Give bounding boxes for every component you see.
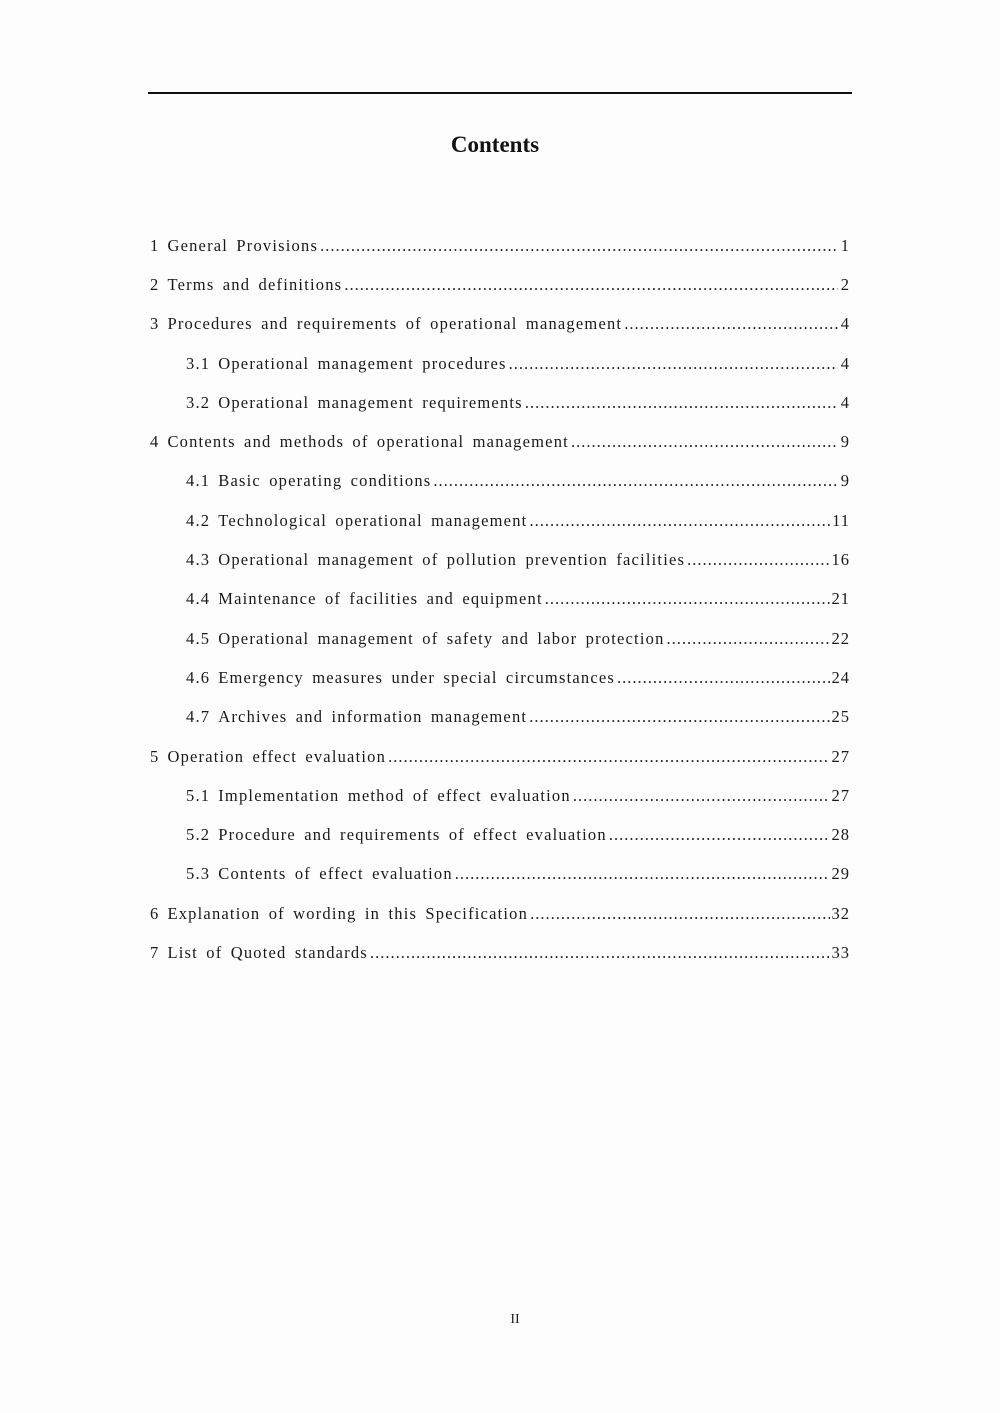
toc-entry-label: Operational management requirements [218, 392, 523, 412]
toc-entry-label: Procedure and requirements of effect evaluation [218, 825, 607, 845]
toc-dot-leader [320, 236, 838, 256]
toc-entry-page: 21 [831, 589, 850, 609]
toc-entry-number: 4.7 [186, 707, 211, 727]
toc-entry-label: General Provisions [167, 235, 319, 255]
toc-entry[interactable] [150, 776, 850, 815]
toc-dot-leader [388, 747, 829, 767]
toc-entry-label: Archives and information management [218, 707, 528, 727]
toc-entry[interactable] [150, 265, 850, 304]
toc-entry[interactable] [150, 855, 850, 894]
toc-entry-number: 3 [150, 314, 160, 334]
toc-entry[interactable] [150, 658, 850, 697]
toc-entry-label: Basic operating conditions [218, 471, 432, 491]
toc-entry[interactable] [150, 501, 850, 540]
toc-entry[interactable] [150, 422, 850, 461]
toc-dot-leader [455, 864, 830, 884]
toc-dot-leader [344, 275, 838, 295]
toc-dot-leader [545, 589, 830, 609]
header-rule [148, 92, 852, 94]
toc-entry-page: 25 [831, 707, 850, 727]
toc-dot-leader [529, 707, 829, 727]
toc-dot-leader [667, 629, 830, 649]
toc-entry-page: 4 [840, 392, 850, 412]
toc-dot-leader [571, 432, 838, 452]
toc-entry-number: 4.2 [186, 510, 211, 530]
toc-entry-page: 24 [831, 667, 850, 687]
toc-entry-label: Terms and definitions [167, 274, 343, 294]
toc-entry[interactable] [150, 462, 850, 501]
footer-page-number: II [510, 1312, 520, 1327]
toc-entry-page: 22 [831, 628, 850, 648]
toc-dot-leader [573, 786, 830, 806]
toc-entry-label: Contents and methods of operational management [167, 432, 569, 452]
toc-entry[interactable] [150, 698, 850, 737]
toc-entry-number: 4.4 [186, 589, 211, 609]
toc-entry-number: 3.2 [186, 392, 211, 412]
toc-entry-page: 27 [831, 746, 850, 766]
toc-entry-number: 4 [150, 432, 160, 452]
toc-entry-page: 29 [831, 864, 850, 884]
toc-entry-page: 1 [840, 235, 850, 255]
toc-dot-leader [687, 550, 829, 570]
toc-entry-label: Procedures and requirements of operational management [167, 314, 623, 334]
toc-entry-number: 2 [150, 274, 160, 294]
toc-entry-page: 11 [832, 510, 850, 530]
toc-entry-page: 33 [831, 942, 850, 962]
toc-entry-page: 28 [831, 825, 850, 845]
toc-entry-label: Maintenance of facilities and equipment [218, 589, 543, 609]
toc-dot-leader [530, 904, 829, 924]
toc-entry-number: 5.3 [186, 864, 211, 884]
toc-entry-page: 2 [840, 274, 850, 294]
toc-entry-label: Operational management of pollution prevention facilities [218, 550, 686, 570]
toc-entry-page: 4 [840, 314, 850, 334]
toc-entry[interactable] [150, 619, 850, 658]
toc-dot-leader [529, 511, 830, 531]
toc-entry-label: Technological operational management [218, 510, 528, 530]
toc-entry-page: 16 [831, 550, 850, 570]
toc-entry[interactable] [150, 815, 850, 854]
toc-entry-page: 4 [840, 353, 850, 373]
toc-entry-number: 4.6 [186, 667, 211, 687]
toc-entry-page: 32 [831, 903, 850, 923]
toc-dot-leader [609, 825, 830, 845]
table-of-contents [150, 226, 850, 973]
toc-entry-number: 5.1 [186, 785, 211, 805]
toc-entry-label: Operational management procedures [218, 353, 507, 373]
toc-entry-label: Emergency measures under special circumstances [218, 667, 615, 687]
toc-dot-leader [433, 471, 838, 491]
toc-entry[interactable] [150, 383, 850, 422]
toc-dot-leader [370, 943, 830, 963]
toc-entry-number: 7 [150, 942, 160, 962]
toc-entry-number: 6 [150, 903, 160, 923]
toc-entry-label: Implementation method of effect evaluation [218, 785, 571, 805]
toc-entry[interactable] [150, 894, 850, 933]
toc-entry-page: 9 [840, 432, 850, 452]
toc-entry[interactable] [150, 933, 850, 972]
toc-entry-number: 5.2 [186, 825, 211, 845]
toc-entry-label: Explanation of wording in this Specification [167, 903, 529, 923]
toc-entry[interactable] [150, 540, 850, 579]
toc-entry-number: 4.1 [186, 471, 211, 491]
toc-entry[interactable] [150, 305, 850, 344]
toc-entry-label: Operation effect evaluation [167, 746, 387, 766]
toc-entry-number: 3.1 [186, 353, 211, 373]
toc-entry-number: 1 [150, 235, 160, 255]
toc-entry-label: Operational management of safety and labor protection [218, 628, 665, 648]
toc-entry[interactable] [150, 580, 850, 619]
page-title: Contents [450, 132, 540, 157]
toc-dot-leader [624, 314, 838, 334]
toc-dot-leader [525, 393, 838, 413]
toc-entry[interactable] [150, 737, 850, 776]
toc-dot-leader [617, 668, 830, 688]
toc-entry-number: 5 [150, 746, 160, 766]
toc-entry-label: Contents of effect evaluation [218, 864, 453, 884]
toc-entry-number: 4.3 [186, 550, 211, 570]
toc-entry-page: 27 [831, 785, 850, 805]
toc-entry-label: List of Quoted standards [167, 942, 368, 962]
toc-dot-leader [509, 354, 838, 374]
toc-entry[interactable] [150, 226, 850, 265]
toc-entry[interactable] [150, 344, 850, 383]
toc-entry-page: 9 [840, 471, 850, 491]
toc-entry-number: 4.5 [186, 628, 211, 648]
